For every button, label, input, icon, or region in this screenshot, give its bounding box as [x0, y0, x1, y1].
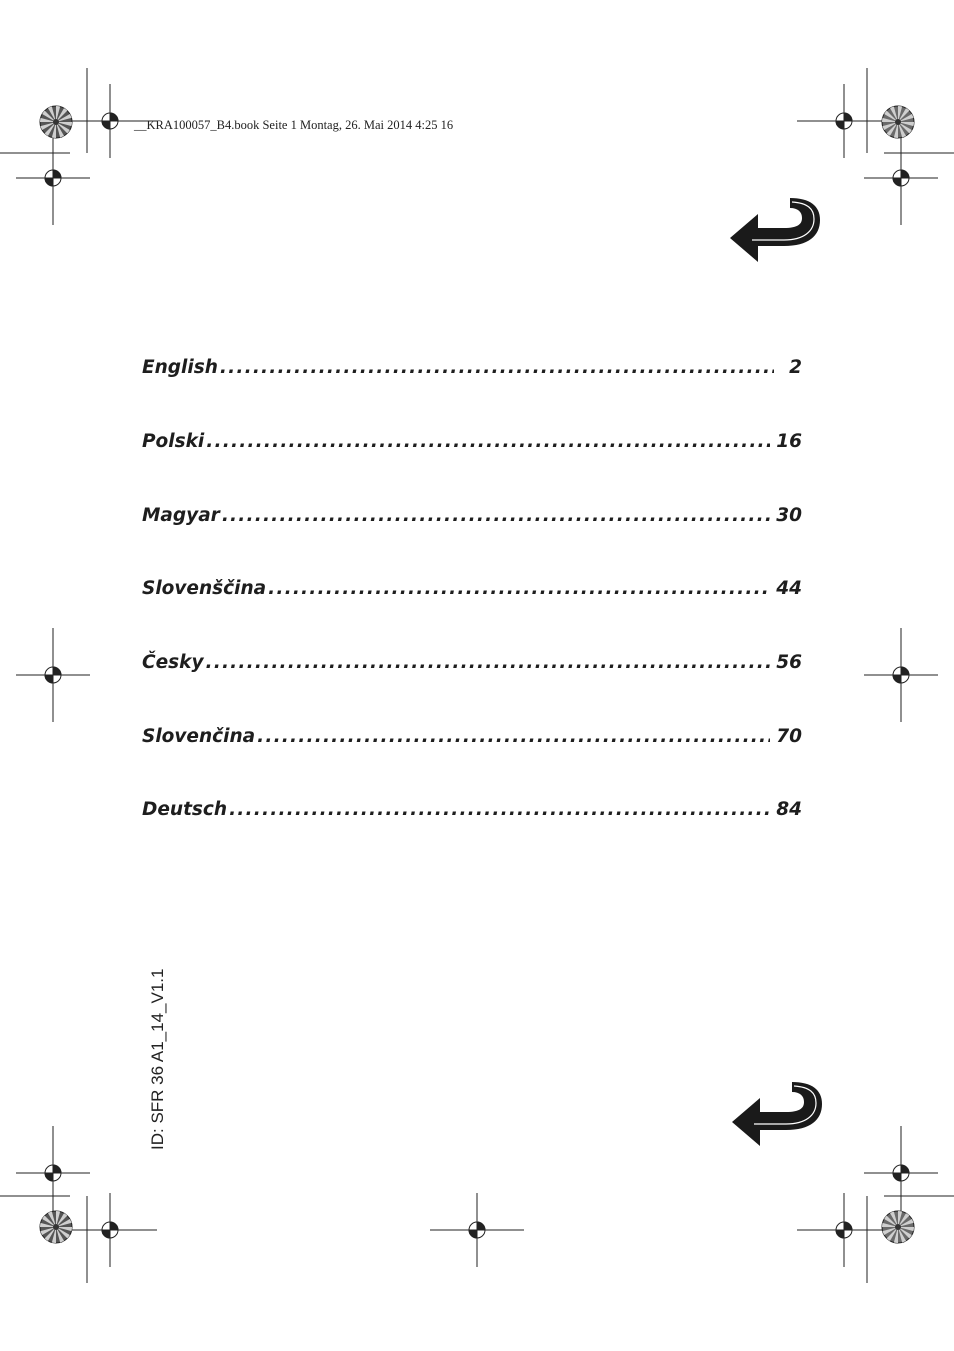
print-file-info: __KRA100057_B4.book Seite 1 Montag, 26. Mai 2014 4:25 16	[134, 118, 454, 132]
toc-entry-title: Slovenščina	[142, 578, 267, 599]
toc-entry-page: 84	[776, 799, 802, 820]
toc-entry-page: 56	[776, 652, 802, 673]
toc-entry-title: Česky	[142, 652, 204, 673]
toc-entry-title: English	[142, 357, 218, 378]
toc-leader-dots	[206, 431, 770, 452]
toc-entry-page: 30	[776, 505, 802, 526]
print-color-wheel-icon	[40, 106, 914, 1243]
toc-entry-page: 44	[776, 578, 802, 599]
toc-entry-title: Magyar	[142, 505, 220, 526]
toc-entry-cesky[interactable]	[142, 645, 802, 673]
toc-entry-page: 70	[776, 726, 802, 747]
fold-arrow-icon	[728, 196, 823, 266]
toc-leader-dots	[229, 799, 770, 820]
crosshair-registration-icon	[864, 628, 938, 722]
toc-leader-dots	[220, 357, 774, 378]
toc-entry-slovenscina[interactable]	[142, 571, 802, 599]
crosshair-registration-icon	[16, 1126, 90, 1220]
fold-arrow-icon	[730, 1080, 825, 1150]
crosshair-registration-icon	[797, 1193, 891, 1267]
toc-entry-slovencina[interactable]	[142, 719, 802, 747]
crosshair-registration-icon	[63, 1193, 157, 1267]
toc-entry-deutsch[interactable]	[142, 792, 802, 820]
crosshair-registration-icon	[430, 1193, 524, 1267]
crosshair-registration-icon	[864, 1126, 938, 1220]
toc-entry-title: Polski	[142, 431, 205, 452]
toc-leader-dots	[257, 726, 770, 747]
toc-entry-magyar[interactable]	[142, 498, 802, 526]
toc-entry-title: Deutsch	[142, 799, 228, 820]
crosshair-registration-icon	[16, 131, 90, 225]
toc-leader-dots	[206, 652, 771, 673]
toc-entry-title: Slovenčina	[142, 726, 256, 747]
crosshair-registration-icon	[16, 628, 90, 722]
crosshair-registration-icon	[864, 131, 938, 225]
toc-leader-dots	[222, 505, 770, 526]
document-id: ID: SFR 36 A1_14_V1.1	[148, 968, 167, 1150]
toc-leader-dots	[268, 578, 770, 599]
crosshair-registration-icon	[797, 84, 891, 158]
toc-entry-english[interactable]	[142, 350, 802, 378]
toc-entry-page: 16	[776, 431, 802, 452]
toc-entry-polski[interactable]	[142, 424, 802, 452]
toc-entry-page: 2	[789, 357, 802, 378]
